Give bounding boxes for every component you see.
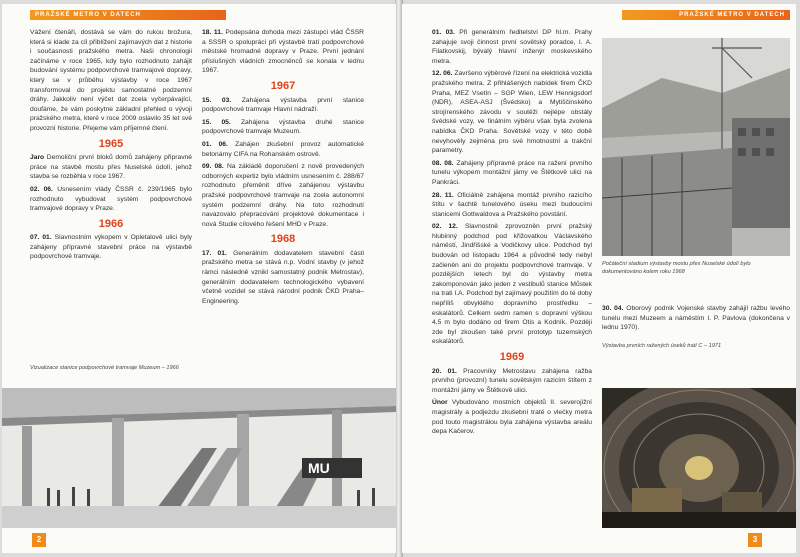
- right-column-1: [432, 28, 592, 440]
- event-1967-0106: 01. 06. Zahájen zkušební provoz automatické betonárny CIFA na Rohanském ostrově.: [202, 140, 365, 158]
- left-photo-caption: Vizualizace stanice podpovrchové tramvaje Muzeum – 1966: [30, 365, 179, 371]
- year-heading-1969: 1969: [499, 351, 525, 363]
- event-1968-0808: 08. 08. Zahájeny přípravné práce na ražení prvního tunelu výkopem montážní jámy ve Štětkově ulici na Pankráci.: [432, 159, 593, 186]
- event-1969-unor: Únor Vybudováno mostních objektů II. severojižní magistrály a podjezdu zkušební tratě o vlečky metra pod touto magistrálou byla zahájena výstavba areálu depa Kačerov.: [432, 399, 592, 436]
- event-1969-2001: 20. 01. Pracovníky Metrostavu zahájena ražba prvního (provozní) tunelu sovětským razicím štítem z montážní jámy ve Štětkově ulici.: [432, 367, 593, 394]
- left-header-title: PRAŽSKÉ METRO V DATECH: [35, 12, 141, 18]
- year-heading-1966: 1966: [98, 217, 124, 230]
- page-number-left: 2: [32, 533, 46, 547]
- event-1965-0206: 02. 06. Usnesením vlády ČSSR č. 239/1965 bylo rozhodnuto vybudovat systém podpovrchové tramvajové dopravy v Praze.: [30, 185, 193, 213]
- bridge-construction-photo: [602, 38, 790, 256]
- event-1968-2811: 28. 11. Oficiálně zahájena montáž prvního razicího štítu v šachtě tunelového úseku mezi budoucími stanicemi Gottwaldova a Pražského povstání.: [432, 191, 592, 218]
- right-page: [402, 4, 796, 553]
- year-heading-1968: 1968: [270, 233, 296, 246]
- event-1967-1503: 15. 03. Zahájena výstavba první stanice podpovrchové tramvaje Hlavní nádraží.: [202, 96, 365, 114]
- left-column-2: [202, 28, 364, 309]
- event-1968-1206: 12. 06. Završeno výběrové řízení na elektrická vozidla pražského metra. Z přihlášených nabídek firem ČKD Praha, MEZ Vsetín – SGP Wien, LEW Hennigsdorf (NDR), ASEA-ASJ (Švédsko) a Mytiščinského strojírenského závodu v soutěži nejlépe obstály švédské vozy, ve finálním výběru však byla zvolena nabídka ČKD Praha. Sovětské vozy v této době nevyhověly zejména pro své hmotnostní a trakční parametry.: [432, 70, 593, 155]
- event-1966-0701: 07. 01. Slavnostním výkopem v Opletalově ulici byly zahájeny přípravné stavební práce na výstavbě podpovrchové tramvaje.: [30, 234, 193, 261]
- event-1966-1811: 18. 11. Podepsána dohoda mezi zástupci vlád ČSSR a SSSR o spolupráci při výstavbě tratí podpovrchové městské hromadné dopravy v Praze. První jednání příslušných vládních zmocněnců se konala v lednu 1967.: [202, 29, 364, 75]
- station-visualization-image: [2, 388, 396, 528]
- event-1967-1505: 15. 05. Zahájena výstavba druhé stanice podpovrchové tramvaje Muzeum.: [202, 118, 365, 136]
- left-column-1: [30, 28, 192, 265]
- intro-paragraph: Vážení čtenáři, dostává se vám do rukou brožura, která si klade za cíl přiblížení zajímavých dat z historie i současnosti pražského metra. Naši chronologii začínáme v roce 1965, kdy bylo rozhodnuto zahájit budování systému podpovrchové tramvajové dopravy, který se v průběhu výstavby v roce 1967 transformoval do projektu samostatné podzemní dráhy. Jakkoliv není výčet dat zcela vyčerpávající, doufáme, že vám poskytne základní přehled o vývoji pražského metra, které v roce 2009 oslavilo 35 let své provozní historie. Přejeme vám příjemné čtení.: [30, 29, 192, 132]
- svg-text:MU: MU: [308, 460, 330, 476]
- event-1968-1701: 17. 01. Generálním dodavatelem stavební části pražského metra se stává n.p. Vodní stavby (v jehož rámci následně vznikl samostatný podnik Metrostav), generálním dodavatelem technologického vybavení včetně vozidel se stává národní podnik ČKD Praha–Engineering.: [202, 249, 365, 305]
- event-1969-3004: 30. 04. Oborový podnik Vojenské stavby zahájil ražbu levého tunelu mezi Muzeem a náměstím I. P. Pavlova (dokončena v lednu 1970).: [602, 305, 791, 332]
- year-heading-1965: 1965: [98, 137, 124, 150]
- right-column-2: [602, 304, 790, 336]
- event-1968-0212: 02. 12. Slavnostně zprovozněn první pražský hlubinný podchod pod křižovatkou Václavského náměstí, Jindřišské a Vodičkovy ulice. Podchod byl budován od listopadu 1964 a původně tedy nebyl začleněn ani do projektu podpovrchové tramvaje. V pozdějších letech byl do výstavby metra zakomponován jako jeden z vestibulů stanice Můstek na trati I.A. Podchod byl zajímavý použitím do té doby nepříliš obvyklého dopravního prostředku – eskalátorů. Celkem sedm ramen s dopravní výškou 4,5 m bylo dodáno od firem Otis a Kodník. Později zde byl zkoušen také první prototyp tuzemských eskalátorů.: [432, 223, 593, 346]
- bridge-photo-caption: Počáteční stadium výstavby mostu přes Nuselské údolí bylo dokumentováno kolem roku 1968: [602, 261, 751, 275]
- event-1965-jaro: Jaro Demoliční první bloků domů zahájeny připravné práce na stavbě mostu přes Nuselské údolí, jehož stavba se rozběhla v roce 1967.: [30, 154, 192, 181]
- left-header-bar: [30, 10, 226, 20]
- tunnel-construction-photo: [602, 388, 796, 528]
- year-heading-1967: 1967: [270, 79, 296, 92]
- page-number-right: 3: [748, 533, 762, 547]
- right-header-title: PRAŽSKÉ METRO V DATECH: [679, 12, 785, 18]
- left-page: [2, 4, 396, 553]
- right-header-bar: [622, 10, 790, 20]
- event-1968-0103: 01. 03. Při generálním ředitelství DP hl.m. Prahy zahajuje svoji činnost první sovětský poradce, I. A. Filatkovskij, bývalý hlavní inženýr moskevského metra.: [432, 29, 593, 65]
- tunnel-photo-caption: Výstavba prvních ražených úseků tratí C – 1971: [602, 343, 722, 349]
- event-1967-0908: 09. 08. Na základě doporučení z nově provedených odborných expertiz bylo vládním usnesením č. 288/67 rozhodnuto přeměnit dříve zahájenou výstavbu pražské podpovrchové tramvaje na zcela autonomní systém podzemní dráhy. Na toto rozhodnutí navazovalo přepracování projektové dokumentace i nová Studie cílového řešení MHD v Praze.: [202, 163, 364, 228]
